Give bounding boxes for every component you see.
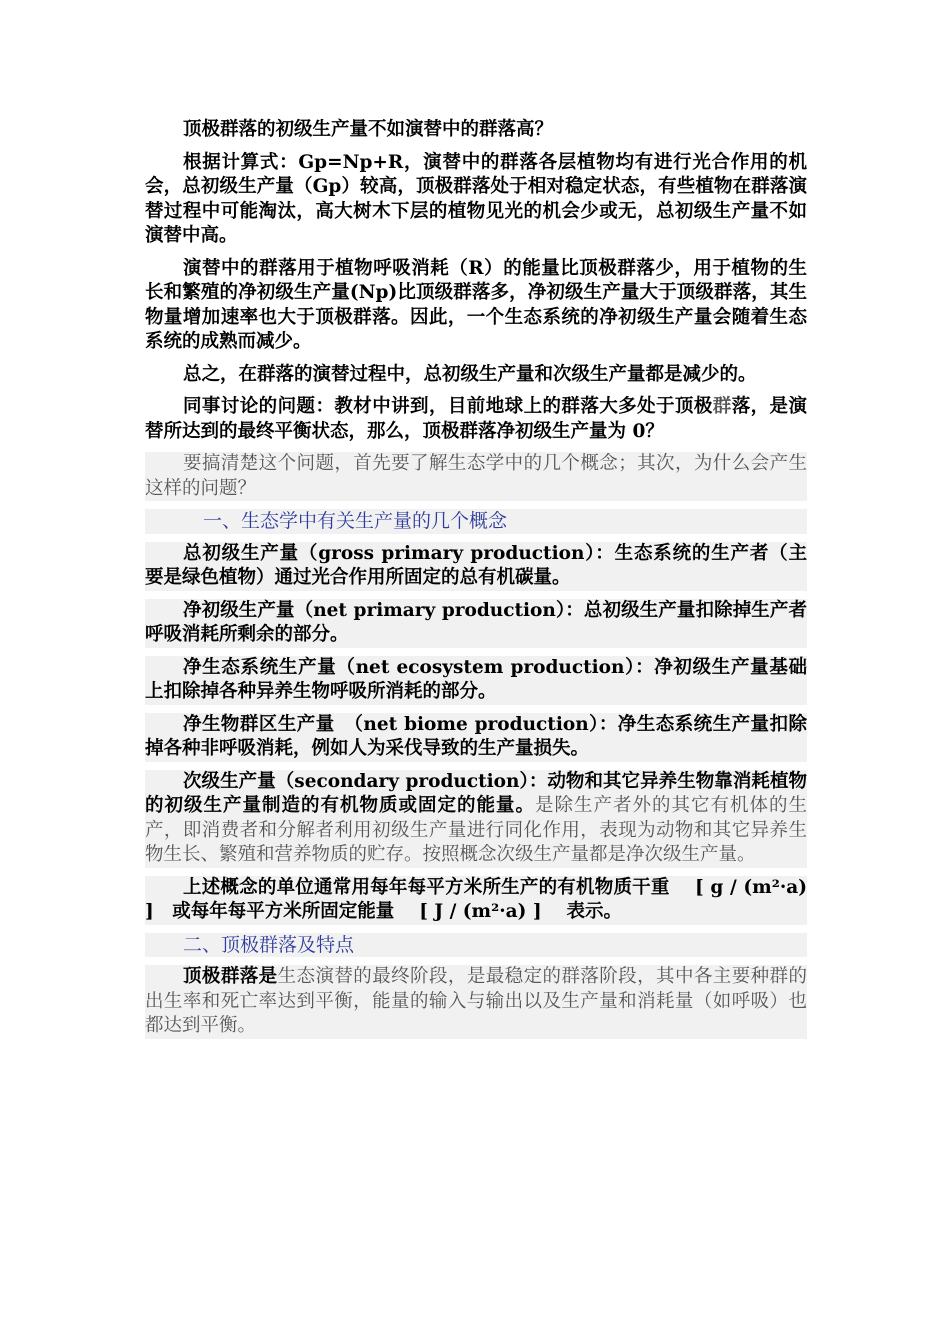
definition-secondary-plain: 是除生产者外的其它有机体的生产，即消费者和分解者利用初级生产量进行同化作用，表现为动物和其它异养生物生长、繁殖和营养物质的贮存。按照概念次级生产量都是净次级生产量。 [145, 795, 807, 865]
document-body [145, 118, 807, 1039]
climax-definition-bold: 顶极群落是 [183, 966, 278, 987]
section-heading-1: 一、生态学中有关生产量的几个概念 [145, 509, 807, 534]
climax-definition [145, 965, 807, 1039]
climax-definition-plain: 生态演替的最终阶段，是最稳定的群落阶段，其中各主要种群的出生率和死亡率达到平衡，能量的输入与输出以及生产量和消耗量（如呼吸）也都达到平衡。 [145, 966, 807, 1036]
question-paragraph: 顶极群落的初级生产量不如演替中的群落高？ [183, 119, 554, 140]
definition-net-biome: 净生物群区生产量 （net biome production）：净生态系统生产量扣除掉各种非呼吸消耗，例如人为采伐导致的生产量损失。 [145, 713, 807, 762]
colleague-question-text-a: 同事讨论的问题：教材中讲到，目前地球上的群落大多处于顶极 [183, 396, 713, 417]
conclusion-paragraph: 总之，在群落的演替过程中，总初级生产量和次级生产量都是减少的。 [183, 363, 757, 385]
definition-net-ecosystem: 净生态系统生产量（net ecosystem production）：净初级生产量基础上扣除掉各种异养生物呼吸所消耗的部分。 [145, 656, 807, 705]
intro-paragraph: 要搞清楚这个问题，首先要了解生态学中的几个概念；其次，为什么会产生这样的问题？ [145, 452, 807, 501]
colleague-question-paragraph [145, 395, 807, 444]
section-heading-2: 二、顶极群落及特点 [145, 933, 807, 958]
definition-secondary-bold: 次级生产量（secondary production）：动物和其它异养生物靠消耗植物的初级生产量制造的有机物质或固定的能量。 [145, 770, 807, 816]
units-paragraph: 上述概念的单位通常用每年每平方米所生产的有机物质干重 [ g / (m²·a) ] 或每年每平方米所固定能量 [ J / (m²·a) ] 表示。 [145, 876, 807, 925]
gross-production-explanation: 根据计算式：Gp=Np+R，演替中的群落各层植物均有进行光合作用的机会，总初级生产量（Gp）较高，顶极群落处于相对稳定状态，有些植物在群落演替过程中可能淘汰，高大树木下层的植物见光的机会少或无，总初级生产量不如演替中高。 [145, 151, 807, 246]
definition-gross-primary: 总初级生产量（gross primary production）：生态系统的生产者（主要是绿色植物）通过光合作用所固定的总有机碳量。 [145, 542, 807, 591]
respiration-explanation: 演替中的群落用于植物呼吸消耗（R）的能量比顶极群落少，用于植物的生长和繁殖的净初级生产量(Np)比顶级群落多，净初级生产量大于顶级群落，其生物量增加速率也大于顶极群落。因此，一个生态系统的净初级生产量会随着生态系统的成熟而减少。 [145, 257, 807, 352]
definition-secondary [145, 770, 807, 868]
colleague-question-text-c: 落，是演替所达到的最终平衡状态，那么，顶极群落净初级生产量为 0？ [145, 396, 807, 442]
colleague-question-text-b: 群 [712, 396, 732, 417]
definition-net-primary: 净初级生产量（net primary production）：总初级生产量扣除掉生产者呼吸消耗所剩余的部分。 [145, 599, 807, 648]
